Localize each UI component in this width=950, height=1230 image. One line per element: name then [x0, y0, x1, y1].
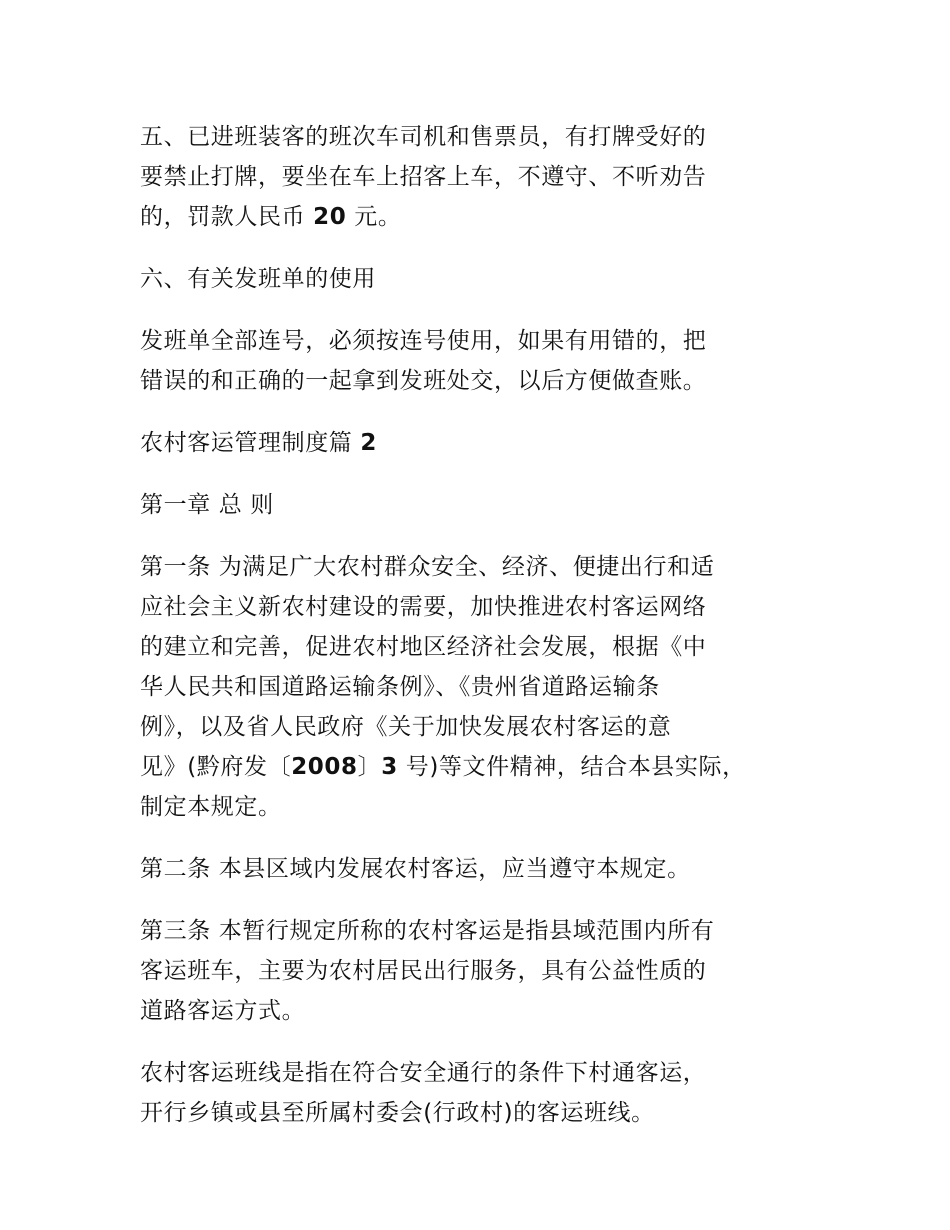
text-line: 农村客运班线是指在符合安全通行的条件下村通客运，: [140, 1060, 707, 1086]
text-line: 错误的和正确的一起拿到发班处交，以后方便做查账。: [140, 368, 707, 394]
paragraph-dispatch-slip: [140, 321, 840, 401]
text-line: 农村客运管理制度篇 2: [140, 430, 377, 456]
text-line: 客运班车，主要为农村居民出行服务，具有公益性质的: [140, 958, 707, 984]
article-two: [140, 849, 840, 889]
text-line: 华人民共和国道路运输条例》、《贵州省道路运输条: [140, 674, 660, 700]
number-text: 2008: [291, 754, 358, 780]
text-line: 第三条 本暂行规定所称的农村客运是指县域范围内所有: [140, 918, 715, 944]
text-line: 第二条 本县区域内发展农村客运，应当遵守本规定。: [140, 856, 691, 882]
text-line: 应社会主义新农村建设的需要，加快推进农村客运网络: [140, 594, 707, 620]
paragraph-rule-six: [140, 259, 840, 299]
paragraph-rule-five: [140, 117, 840, 237]
number-text: 20: [313, 204, 347, 230]
text-line: 第一章 总 则: [140, 492, 274, 518]
text-line: 例》，以及省人民政府《关于加快发展农村客运的意: [140, 714, 672, 740]
text-line: 要禁止打牌，要坐在车上招客上车，不遵守、不听劝告: [140, 164, 707, 190]
number-text: 3: [381, 754, 398, 780]
text-line: 制定本规定。: [140, 794, 282, 820]
article-one: [140, 547, 840, 827]
article-three: [140, 911, 840, 1031]
text-line: 的建立和完善，促进农村地区经济社会发展，根据《中: [140, 634, 707, 660]
text-line: 道路客运方式。: [140, 998, 306, 1024]
section-heading: [140, 423, 840, 463]
bus-line-definition: [140, 1053, 840, 1133]
document-page: [140, 117, 840, 1155]
text-line: 第一条 为满足广大农村群众安全、经济、便捷出行和适: [140, 554, 715, 580]
text-line: 见》(黔府发〔2008〕3 号)等文件精神，结合本县实际，: [140, 754, 746, 780]
text-line: 发班单全部连号，必须按连号使用，如果有用错的，把: [140, 328, 707, 354]
text-line: 五、已进班装客的班次车司机和售票员，有打牌受好的: [140, 124, 707, 150]
number-text: 2: [360, 430, 377, 456]
chapter-heading: [140, 485, 840, 525]
text-line: 六、有关发班单的使用: [140, 266, 376, 292]
text-line: 开行乡镇或县至所属村委会(行政村)的客运班线。: [140, 1100, 655, 1126]
text-line: 的，罚款人民币 20 元。: [140, 204, 402, 230]
